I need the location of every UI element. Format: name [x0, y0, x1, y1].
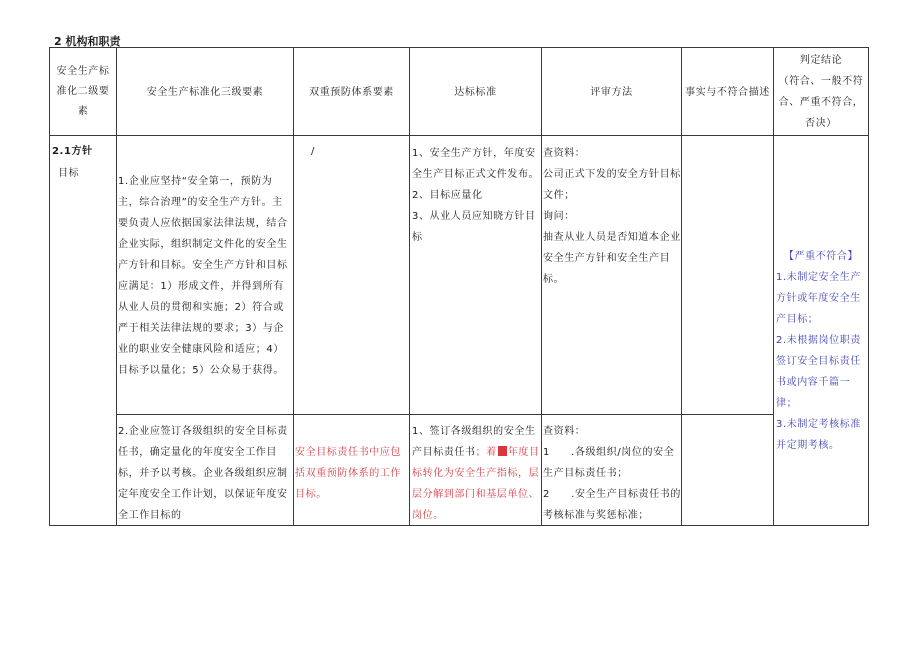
element-name: 目标: [58, 168, 80, 179]
review-method-1-line: 公司正式下发的安全方针目标文件；: [543, 169, 681, 201]
header-review-method: 评审方法: [590, 86, 633, 98]
review-method-1: [543, 143, 681, 290]
review-method-1-line: 询问：: [543, 211, 575, 222]
standard-1: [412, 143, 541, 248]
header-conclusion: 判定结论 （符合、一般不符合、严重不符合，否决）: [778, 55, 864, 129]
standard-1-item: 1、安全生产方针，年度安全生产目标正式文件发布。: [412, 148, 540, 180]
header-fact-description: 事实与不符合描述: [685, 86, 770, 98]
requirement-2: 2.企业应签订各级组织的安全目标责任书，确定量化的年度安全工作目标，并予以考核。企业各级组织应制定年度安全工作计划，以保证年度安全工作目标的: [118, 426, 288, 521]
section-title: 2 机构和职责: [54, 35, 121, 48]
standard-1-item: 3、从业人员应知晓方针目标: [412, 211, 536, 243]
conclusion: [776, 246, 866, 456]
standard-1-item: 2、目标应量化: [412, 190, 483, 201]
redaction-mark: [498, 446, 507, 456]
dual-prevention-2: 安全目标责任书中应包括双重预防体系的工作目标。: [295, 447, 401, 500]
header-dual-prevention: 双重预防体系要素: [309, 86, 394, 98]
conclusion-item: 2.未根据岗位职责签订安全目标责任书或内容千篇一律；: [776, 335, 861, 409]
standard-2: 1、签订各级组织的安全生产目标责任书；着 年度目标转化为安全生产指标，层层分解到部门和基层单位、岗位。: [412, 426, 540, 521]
header-standard: 达标标准: [454, 86, 497, 98]
review-method-1-line: 抽查从业人员是否知道本企业安全生产方针和安全生产目标。: [543, 232, 681, 285]
conclusion-label: 【严重不符合】: [783, 251, 859, 262]
review-method-2-line: 2 .安全生产目标责任书的考核标准与奖惩标准；: [543, 489, 681, 521]
review-method-1-line: 查资料：: [543, 148, 586, 159]
review-method-2-line: 查资料：: [543, 426, 586, 437]
review-method-2: [543, 421, 681, 526]
dual-prevention-1: /: [311, 146, 315, 157]
header-tertiary-element: 安全生产标准化三级要素: [146, 86, 264, 98]
requirement-1: 1.企业应坚持“安全第一，预防为主，综合治理”的安全生产方针。主要负责人应依据国家法律法规，结合企业实际，组织制定文件化的安全生产方针和目标。安全生产方针和目标应满足：1）形成文件，并得到所有从业人员的贯彻和实施；2）符合或严于相关法律法规的要求；3）与企业的职业安全健康风险和适应；4）目标予以量化；5）公众易于获得。: [118, 176, 288, 376]
review-method-2-line: 1 .各级组织/岗位的安全生产目标责任书；: [543, 447, 675, 479]
conclusion-item: 1.未制定安全生产方针或年度安全生产目标；: [776, 272, 861, 325]
conclusion-item: 3.未制定考核标准并定期考核。: [776, 419, 861, 451]
element-id: 2.1方针: [52, 146, 93, 157]
header-secondary-element: 安全生产标准化二级要素: [56, 66, 110, 117]
